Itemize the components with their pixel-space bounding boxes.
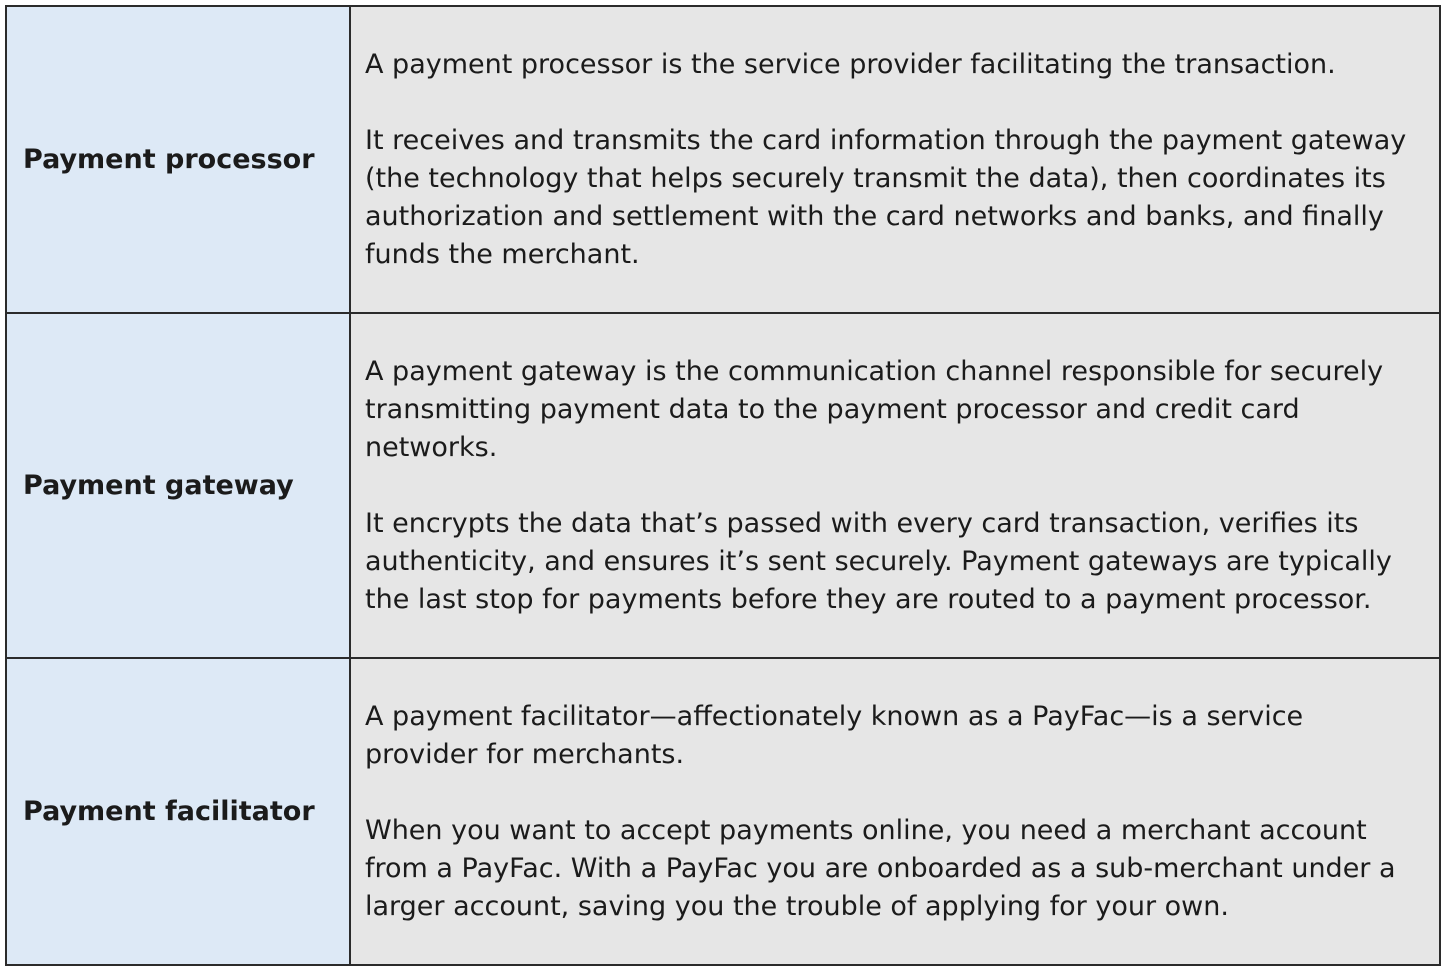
term-cell-payment-gateway: Payment gateway [6, 313, 350, 658]
term-cell-payment-facilitator: Payment facilitator [6, 658, 350, 965]
table-row [6, 658, 1440, 965]
description-cell-payment-processor [350, 6, 1440, 313]
description-paragraph: It receives and transmits the card information through the payment gateway (the technology that helps securely transmit the data), then coordinates its authorization and settlement with the card networks and banks, and finally funds the merchant. [365, 124, 1407, 270]
description-paragraph: A payment gateway is the communication channel responsible for securely transmitting payment data to the payment processor and credit card networks. [365, 355, 1384, 463]
description-paragraph: It encrypts the data that’s passed with every card transaction, verifies its authenticity, and ensures it’s sent securely. Payment gateways are typically the last stop for payments before they are routed to a payment processor. [365, 507, 1392, 615]
description-paragraph: A payment processor is the service provider facilitating the transaction. [365, 48, 1336, 80]
description-paragraph: A payment facilitator—affectionately known as a PayFac—is a service provider for merchants. [365, 700, 1304, 770]
table-row [6, 6, 1440, 313]
description-cell-payment-gateway [350, 313, 1440, 658]
table-row [6, 313, 1440, 658]
definitions-table-container [5, 5, 1441, 962]
description-paragraph: When you want to accept payments online, you need a merchant account from a PayFac. With a PayFac you are onboarded as a sub-merchant under a larger account, saving you the trouble of applying for your own. [365, 814, 1396, 922]
description-cell-payment-facilitator [350, 658, 1440, 965]
term-cell-payment-processor: Payment processor [6, 6, 350, 313]
payment-terms-table [5, 5, 1441, 966]
